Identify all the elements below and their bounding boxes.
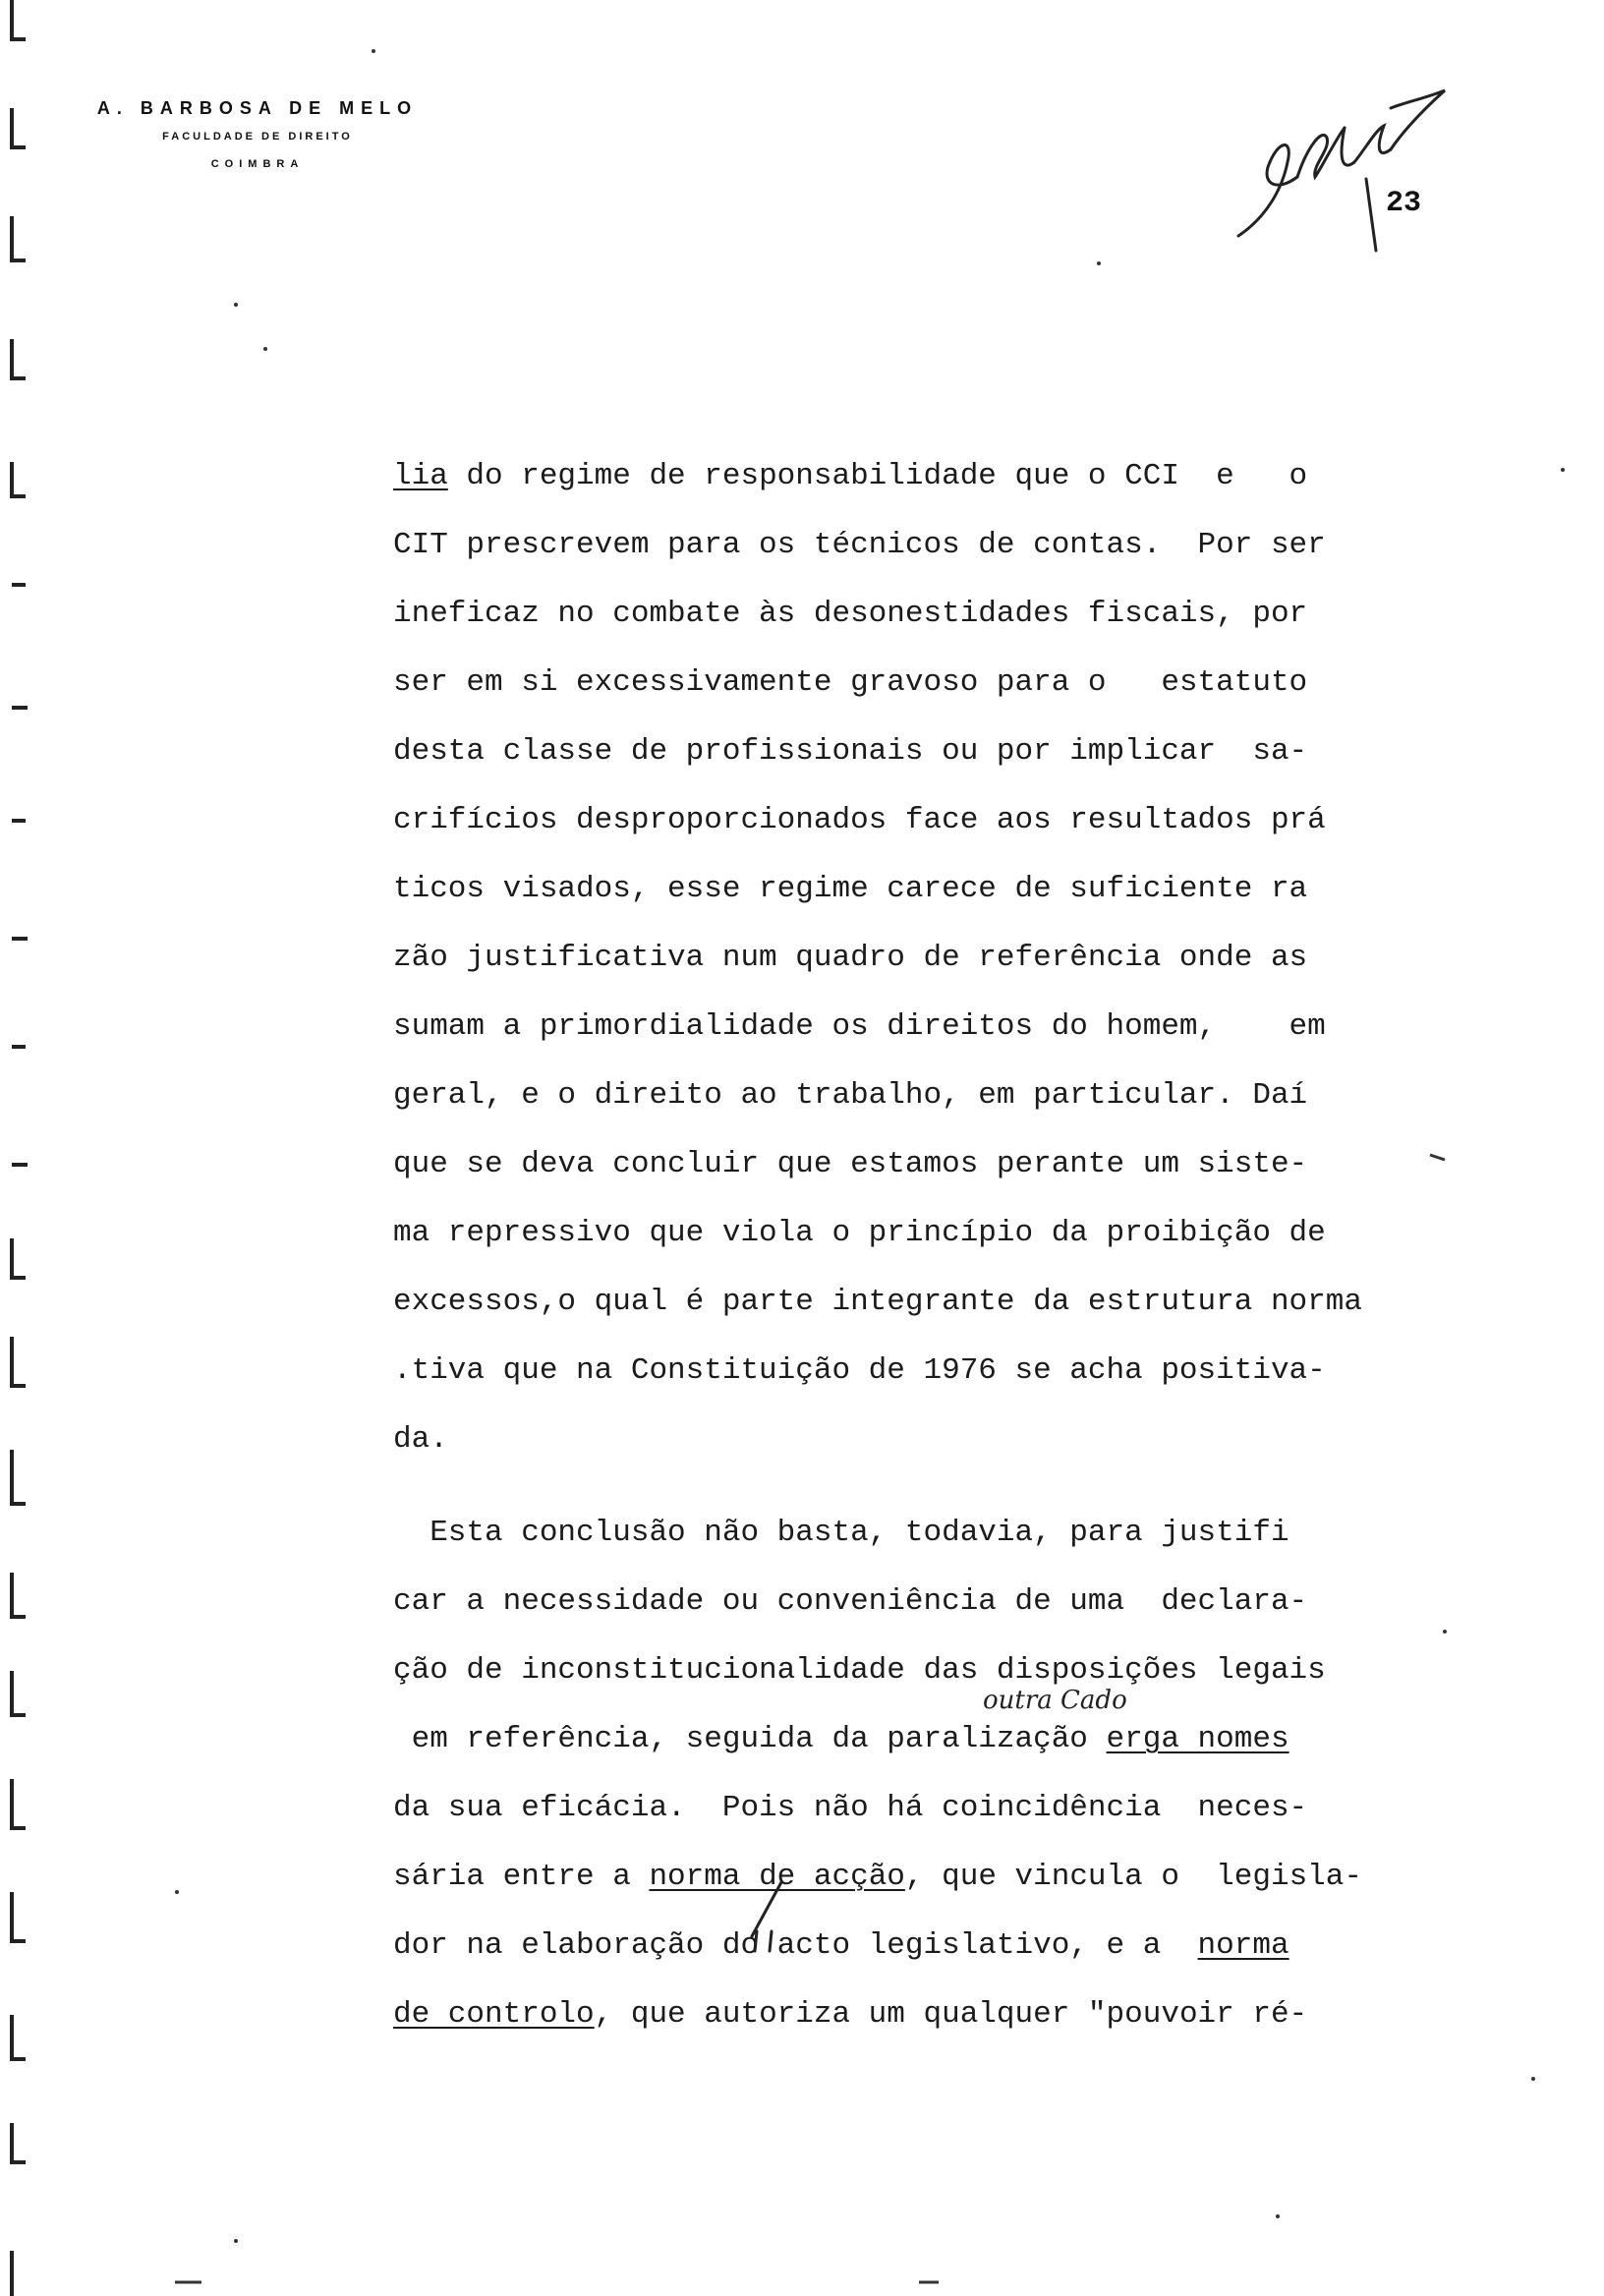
text-line: ma repressivo que viola o princípio da proibição de <box>393 1216 1326 1250</box>
text-line: ticos visados, esse regime carece de suficiente ra <box>393 872 1308 906</box>
letterhead-city: COIMBRA <box>210 158 305 170</box>
text-span: , que vincula o legisla- <box>904 1860 1362 1894</box>
text-line: ineficaz no combate às desonestidades fiscais, por <box>393 597 1308 631</box>
letterhead-name: A. BARBOSA DE MELO <box>96 98 419 118</box>
text-span: do regime de responsabilidade que o CCI e o <box>447 459 1308 493</box>
text-span: em referência, seguida da paralização <box>393 1722 1107 1756</box>
text-line: zão justificativa num quadro de referência onde as <box>393 941 1308 975</box>
text-line: crifícios desproporcionados face aos resultados prá <box>393 803 1326 837</box>
text-line: desta classe de profissionais ou por implicar sa- <box>393 734 1308 769</box>
underlined-word: norma <box>1197 1928 1289 1963</box>
underlined-word: lia <box>393 459 448 493</box>
text-line: ser em si excessivamente gravoso para o estatuto <box>393 665 1308 700</box>
text-line: excessos,o qual é parte integrante da estrutura norma <box>393 1285 1362 1319</box>
text-line: car a necessidade ou conveniência de uma declara- <box>393 1584 1308 1619</box>
letterhead-faculty: FACULDADE DE DIREITO <box>162 131 353 143</box>
text-span: dor na elaboração do acto legislativo, e a <box>393 1928 1198 1963</box>
text-span: sária entre a <box>393 1860 650 1894</box>
text-line: geral, e o direito ao trabalho, em particular. Daí <box>393 1078 1308 1113</box>
text-span: , que autoriza um qualquer "pouvoir ré- <box>594 1997 1308 2032</box>
underlined-phrase: erga nomes <box>1106 1722 1289 1756</box>
page-number: 23 <box>1386 187 1422 220</box>
text-line: ção de inconstitucionalidade das disposições legais <box>393 1653 1326 1688</box>
text-line: Esta conclusão não basta, todavia, para justifi <box>393 1516 1289 1550</box>
handwritten-annotation: outra Cado <box>983 1686 1127 1715</box>
text-line: da sua eficácia. Pois não há coincidência neces- <box>393 1791 1308 1825</box>
text-line: sumam a primordialidade os direitos do homem, em <box>393 1009 1326 1044</box>
underlined-phrase: norma de acção <box>649 1860 905 1894</box>
text-line: da. <box>393 1422 448 1457</box>
text-line: que se deva concluir que estamos perante um siste- <box>393 1147 1308 1181</box>
text-line: CIT prescrevem para os técnicos de contas. Por ser <box>393 528 1326 562</box>
underlined-phrase: de controlo <box>393 1997 595 2032</box>
text-line: .tiva que na Constituição de 1976 se acha positiva- <box>393 1353 1326 1388</box>
